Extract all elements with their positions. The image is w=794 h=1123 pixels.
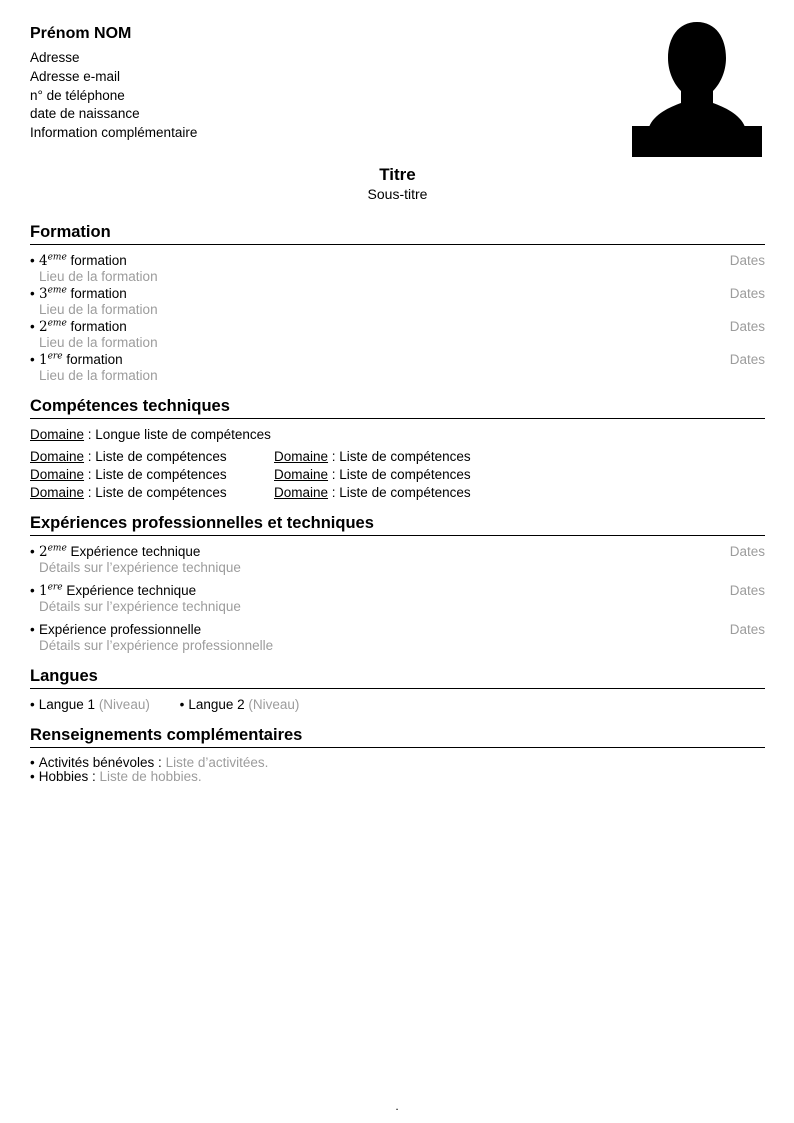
separator: : <box>84 466 96 482</box>
competence-cell <box>30 467 274 482</box>
info-item <box>30 770 765 785</box>
bullet: • <box>30 769 35 785</box>
competence-list: Liste de compétences <box>95 466 227 482</box>
competence-list: Liste de compétences <box>339 448 471 464</box>
section-experiences <box>30 513 765 653</box>
experience-label: Expérience professionnelle <box>39 621 202 637</box>
languages-line <box>30 697 765 712</box>
formation-label: formation <box>66 318 127 334</box>
experience-ordinal: 2 <box>39 543 48 560</box>
formation-title <box>39 319 765 335</box>
experience-label: Expérience technique <box>62 582 197 598</box>
bullet: • <box>30 318 35 334</box>
experience-detail: Détails sur l’expérience professionnelle <box>39 637 274 653</box>
formation-label: formation <box>66 252 127 268</box>
competence-domain: Domaine <box>30 484 85 500</box>
experience-dates: Dates <box>729 621 765 637</box>
competence-cell <box>274 467 471 482</box>
separator: : <box>88 769 100 785</box>
formation-ordinal: 2 <box>39 318 48 335</box>
formation-title <box>39 352 765 368</box>
bullet: • <box>30 252 35 268</box>
address-line: Adresse <box>30 50 80 65</box>
experience-title <box>39 622 765 638</box>
formation-place: Lieu de la formation <box>39 334 158 350</box>
bullet: • <box>30 582 35 598</box>
experience-label: Expérience technique <box>66 543 201 559</box>
person-name: Prénom NOM <box>30 25 132 42</box>
language-level: (Niveau) <box>248 696 300 712</box>
bullet: • <box>179 696 185 712</box>
language-level: (Niveau) <box>98 696 150 712</box>
competence-domain: Domaine <box>30 426 85 442</box>
extra-info-line: Information complémentaire <box>30 125 198 141</box>
experiences-list <box>30 544 765 653</box>
formation-dates: Dates <box>729 285 765 301</box>
langues-heading: Langues <box>30 666 765 689</box>
bullet: • <box>30 285 35 301</box>
language-name: Langue 1 <box>38 696 96 712</box>
info-item <box>30 756 765 771</box>
formation-item <box>30 352 765 383</box>
cv-subtitle: Sous-titre <box>367 185 428 202</box>
section-competences <box>30 396 765 500</box>
competence-list: Liste de compétences <box>339 466 471 482</box>
formation-dates: Dates <box>729 318 765 334</box>
formation-place: Lieu de la formation <box>39 268 158 284</box>
bullet: • <box>30 543 35 559</box>
info-label: Activités bénévoles <box>38 754 155 770</box>
formation-label: formation <box>62 351 123 367</box>
renseignements-heading: Renseignements complémentaires <box>30 725 765 748</box>
experience-title <box>39 583 765 599</box>
footer-mark: . <box>395 1099 399 1113</box>
person-silhouette-icon <box>632 14 762 157</box>
separator: : <box>84 484 96 500</box>
formation-place: Lieu de la formation <box>39 367 158 383</box>
separator: : <box>154 754 166 770</box>
formation-ordinal-suffix: ere <box>47 351 63 362</box>
info-value: Liste de hobbies. <box>99 769 202 785</box>
competence-cell <box>30 449 274 464</box>
bullet: • <box>30 351 35 367</box>
renseignements-list <box>30 756 765 785</box>
title-block <box>30 165 765 203</box>
formation-heading: Formation <box>30 222 765 245</box>
separator: : <box>328 484 340 500</box>
profile-photo <box>632 14 762 157</box>
formation-title <box>39 253 765 269</box>
formation-item <box>30 286 765 317</box>
formation-ordinal-suffix: eme <box>47 285 67 296</box>
formation-dates: Dates <box>729 252 765 268</box>
separator: : <box>328 466 340 482</box>
experience-ordinal: 1 <box>39 582 48 599</box>
competence-list: Longue liste de compétences <box>95 426 271 442</box>
formation-title <box>39 286 765 302</box>
experience-detail: Détails sur l’expérience technique <box>39 598 241 614</box>
competence-domain: Domaine <box>30 448 85 464</box>
formation-place: Lieu de la formation <box>39 301 158 317</box>
language-name: Langue 2 <box>188 696 245 712</box>
formation-item <box>30 319 765 350</box>
competence-domain: Domaine <box>274 484 329 500</box>
competences-grid <box>30 449 765 500</box>
competence-cell <box>274 485 471 500</box>
formation-ordinal-suffix: eme <box>47 318 67 329</box>
experience-ordinal-suffix: ere <box>47 582 63 593</box>
info-label: Hobbies <box>38 769 89 785</box>
competences-body <box>30 427 765 500</box>
competence-list: Liste de compétences <box>95 448 227 464</box>
formation-label: formation <box>66 285 127 301</box>
language-item <box>30 697 150 712</box>
competence-domain: Domaine <box>274 466 329 482</box>
formation-item <box>30 253 765 284</box>
experience-item <box>30 622 765 653</box>
separator: : <box>84 448 96 464</box>
experience-dates: Dates <box>729 582 765 598</box>
bullet: • <box>30 754 35 770</box>
competence-domain: Domaine <box>274 448 329 464</box>
separator: : <box>84 426 96 442</box>
experience-item <box>30 544 765 575</box>
section-renseignements <box>30 725 765 785</box>
formation-ordinal: 1 <box>39 351 48 368</box>
info-value: Liste d’activitées. <box>165 754 269 770</box>
competence-list: Liste de compétences <box>339 484 471 500</box>
competence-cell <box>274 449 471 464</box>
competence-list: Liste de compétences <box>95 484 227 500</box>
bullet: • <box>30 621 35 637</box>
formation-ordinal: 3 <box>39 285 48 302</box>
phone-line: n° de téléphone <box>30 87 125 103</box>
section-langues <box>30 666 765 712</box>
competence-domain: Domaine <box>30 466 85 482</box>
formation-ordinal-suffix: eme <box>47 252 67 263</box>
experience-ordinal-suffix: eme <box>47 543 67 554</box>
email-line: Adresse e-mail <box>30 68 121 84</box>
bullet: • <box>30 696 35 712</box>
birthdate-line: date de naissance <box>30 106 140 122</box>
formation-dates: Dates <box>729 351 765 367</box>
language-item <box>180 697 300 712</box>
experience-detail: Détails sur l’expérience technique <box>39 559 241 575</box>
formation-ordinal: 4 <box>39 252 48 269</box>
experience-title <box>39 544 765 560</box>
experience-dates: Dates <box>729 543 765 559</box>
competence-cell <box>30 485 274 500</box>
experiences-heading: Expériences professionnelles et techniques <box>30 513 765 536</box>
section-formation <box>30 222 765 383</box>
separator: : <box>328 448 340 464</box>
competences-heading: Compétences techniques <box>30 396 765 419</box>
experience-item <box>30 583 765 614</box>
formation-list <box>30 253 765 383</box>
cv-title: Titre <box>379 164 416 184</box>
competence-full-row <box>30 427 765 442</box>
